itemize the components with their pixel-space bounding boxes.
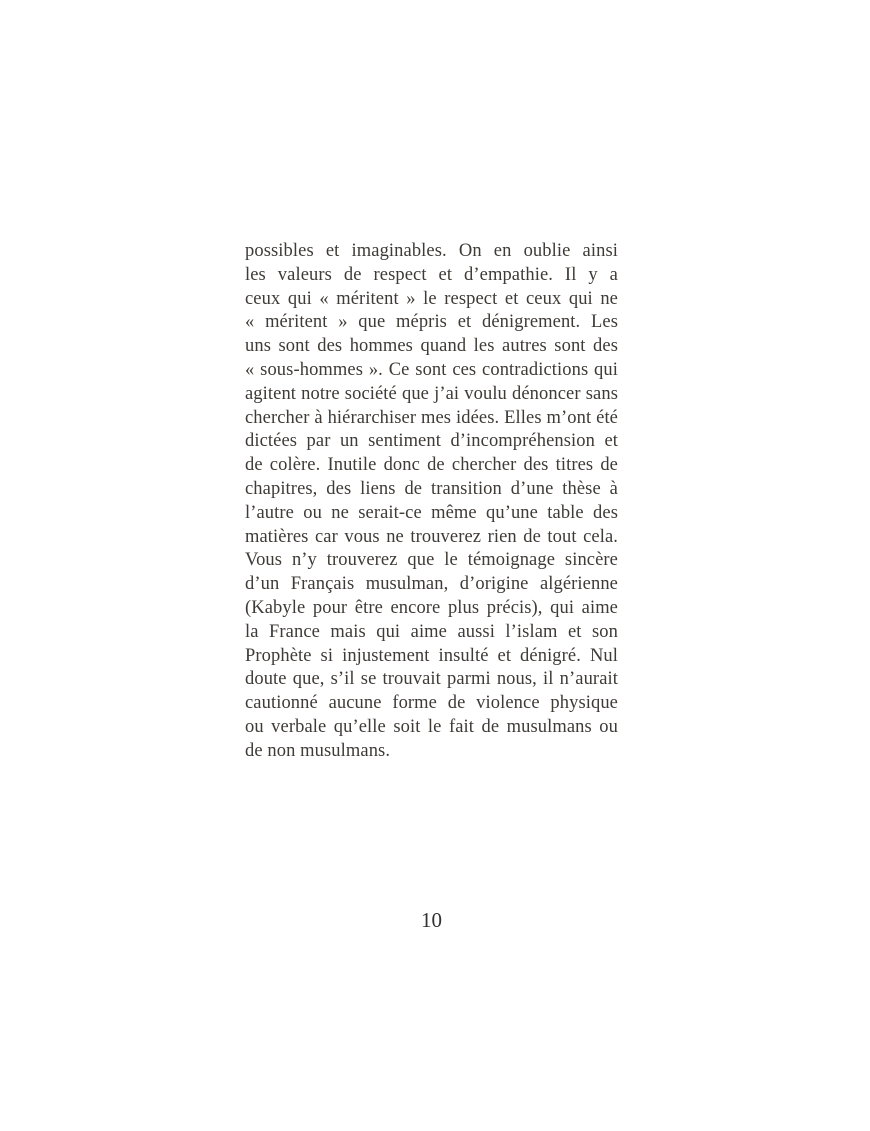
text-line: cautionné aucune forme de violence physique (245, 693, 618, 714)
text-line: doute que, s’il se trouvait parmi nous, il n’aurait (245, 669, 618, 690)
text-line: matières car vous ne trouverez rien de tout cela. (245, 526, 618, 547)
text-line: (Kabyle pour être encore plus précis), qui aime (245, 597, 618, 618)
text-line: de non musulmans. (245, 740, 391, 761)
text-line: chercher à hiérarchiser mes idées. Elles m’ont été (245, 407, 618, 428)
paragraph (245, 240, 618, 764)
text-line: « sous-hommes ». Ce sont ces contradictions qui (245, 359, 618, 380)
text-line: les valeurs de respect et d’empathie. Il y a (245, 264, 618, 285)
text-line: Vous n’y trouverez que le témoignage sincère (245, 550, 618, 571)
text-line: la France mais qui aime aussi l’islam et son (245, 621, 618, 642)
page-number: 10 (421, 908, 442, 932)
text-line: agitent notre société que j’ai voulu dénoncer sans (245, 383, 618, 404)
text-line: dictées par un sentiment d’incompréhension et (245, 431, 618, 452)
text-line: « méritent » que mépris et dénigrement. Les (245, 312, 618, 333)
text-line: ceux qui « méritent » le respect et ceux qui ne (245, 288, 618, 309)
text-line: possibles et imaginables. On en oublie ainsi (245, 241, 618, 261)
text-line: l’autre ou ne serait-ce même qu’une table des (245, 502, 618, 523)
text-line: chapitres, des liens de transition d’une thèse à (245, 478, 618, 499)
text-line: ou verbale qu’elle soit le fait de musulmans ou (245, 716, 618, 737)
text-line: d’un Français musulman, d’origine algérienne (245, 574, 618, 595)
text-line: Prophète si injustement insulté et dénigré. Nul (245, 645, 618, 666)
text-line: de colère. Inutile donc de chercher des titres de (245, 455, 618, 476)
text-line: uns sont des hommes quand les autres sont des (245, 336, 618, 357)
